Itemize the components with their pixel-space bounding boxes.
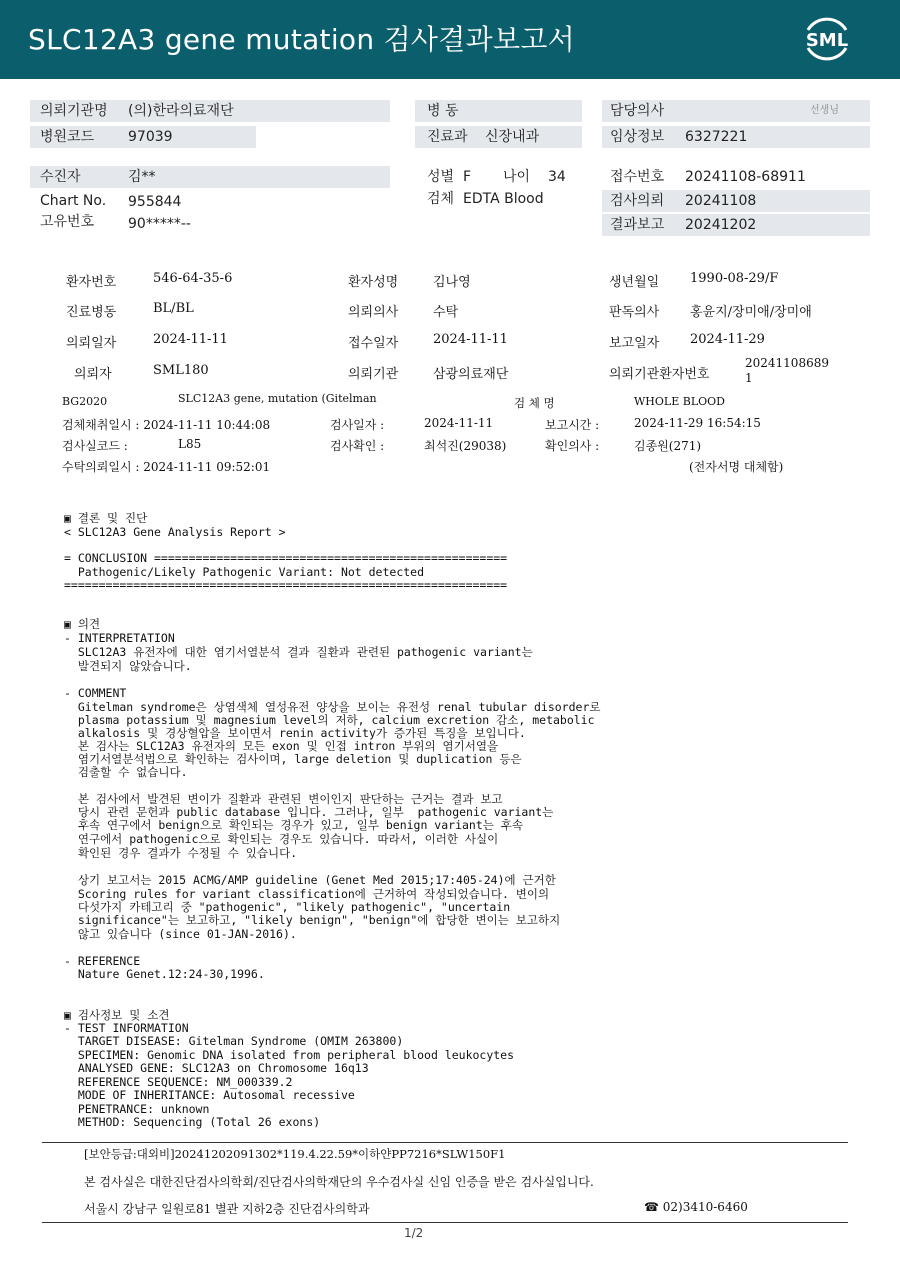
e-signature-note: (전자서명 대체함) (689, 460, 784, 474)
scan-label: 생년월일 (609, 275, 660, 290)
testinfo-line: PENETRANCE: unknown (64, 1102, 210, 1116)
scan-label: 환자번호 (66, 275, 117, 290)
lab-code-label: 검사실코드 : (62, 439, 128, 453)
scan-value: 삼광의료재단 (433, 367, 509, 382)
address-line: 서울시 강남구 일원로81 별관 지하2층 진단검사의학과 (84, 1202, 370, 1216)
sex-value: F (463, 169, 472, 185)
interpretation-line: SLC12A3 유전자에 대한 염기서열분석 결과 질환과 관련된 pathogenic variant는 (64, 645, 533, 659)
report-title: SLC12A3 gene mutation 검사결과보고서 (28, 23, 576, 56)
testinfo-line: ANALYSED GENE: SLC12A3 on Chromosome 16q13 (64, 1061, 369, 1075)
scan-label: 판독의사 (609, 305, 660, 320)
scan-value: 1990-08-29/F (690, 271, 779, 286)
scan-label: 보고일자 (609, 336, 660, 351)
footer-top-rule (42, 1142, 848, 1143)
doctor-confirm-value: 김종원(271) (634, 439, 702, 453)
scan-label: 의뢰기관 (348, 367, 399, 382)
doctor-row (602, 100, 870, 122)
req-org-label: 의뢰기관명 (40, 103, 108, 119)
req-date-row (602, 190, 870, 212)
scan-value: 20241108689 (745, 356, 829, 370)
test-name: SLC12A3 gene, mutation (Gitelman (178, 392, 377, 405)
scan-label: 의뢰자 (74, 367, 112, 382)
age-label: 나이 (503, 169, 531, 185)
section-title-conclusion: ▣ 결론 및 진단 (64, 511, 148, 525)
comment-line: 당시 관련 문헌과 public database 입니다. 그러나, 일부 pathogenic variant는 (64, 805, 554, 819)
confirm-label: 검사확인 : (330, 439, 385, 453)
testinfo-line: MODE OF INHERITANCE: Autosomal recessive (64, 1088, 355, 1102)
scan-value: 2024-11-11 (433, 332, 508, 347)
patient-value: 김** (128, 169, 156, 185)
clinical-label: 임상정보 (610, 129, 665, 145)
hosp-code-label: 병원코드 (40, 129, 95, 145)
sml-logo (800, 12, 854, 66)
report-time-value: 2024-11-29 16:54:15 (634, 416, 761, 430)
comment-line: 않고 있습니다 (since 01-JAN-2016). (64, 927, 297, 941)
phone-line: ☎ 02)3410-6460 (644, 1200, 748, 1214)
doctor-label: 담당의사 (610, 103, 665, 119)
scan-value: BL/BL (153, 301, 194, 316)
testinfo-line: METHOD: Sequencing (Total 26 exons) (64, 1115, 321, 1129)
comment-line: 검출할 수 없습니다. (64, 765, 188, 779)
conclusion-text: Pathogenic/Likely Pathogenic Variant: Not detected (64, 565, 425, 579)
uid-value: 90*****-- (128, 216, 191, 232)
hosp-code-value: 97039 (128, 129, 173, 145)
scan-label: 환자성명 (348, 275, 399, 290)
scan-label: 접수일자 (348, 336, 399, 351)
test-date-value: 2024-11-11 (424, 416, 494, 430)
scan-value: SML180 (153, 363, 209, 378)
comment-line: 확인된 경우 결과가 수정될 수 있습니다. (64, 846, 298, 860)
interpretation-heading: - INTERPRETATION (64, 631, 175, 645)
doctor-confirm-label: 확인의사 : (545, 439, 600, 453)
conclusion-rule: = CONCLUSION =================================================== (64, 551, 508, 565)
lab-code-value: L85 (178, 437, 202, 451)
patient-row (30, 166, 390, 188)
chart-value: 955844 (128, 194, 182, 210)
testinfo-line: REFERENCE SEQUENCE: NM_000339.2 (64, 1075, 293, 1089)
comment-line: 상기 보고서는 2015 ACMG/AMP guideline (Genet Med 2015;17:405-24)에 근거한 (64, 873, 556, 887)
report-subtitle: < SLC12A3 Gene Analysis Report > (64, 525, 286, 539)
comment-line: Scoring rules for variant classification에 근거하여 작성되었습니다. 변이의 (64, 887, 550, 901)
certification-line: 본 검사실은 대한진단검사의학회/진단검사의학재단의 우수검사실 신임 인증을 받은 검사실입니다. (84, 1175, 594, 1189)
req-date-label: 검사의뢰 (610, 193, 665, 209)
comment-heading: - COMMENT (64, 686, 127, 700)
comment-line: plasma potassium 및 magnesium level의 저하, calcium excretion 감소, metabolic (64, 713, 595, 727)
spec-label: 검 체 명 (514, 396, 555, 410)
spec-value: WHOLE BLOOD (634, 395, 725, 408)
confirm-value: 최석진(29038) (424, 439, 507, 453)
scan-label: 의뢰의사 (348, 305, 399, 320)
doctor-suffix: 선생님 (810, 105, 839, 116)
specimen-value: EDTA Blood (463, 191, 544, 207)
scan-label: 진료병동 (66, 305, 117, 320)
report-date-row (602, 214, 870, 236)
specimen-label: 검체 (427, 191, 455, 207)
interpretation-line: 발견되지 않았습니다. (64, 659, 192, 673)
test-date-label: 검사일자 : (330, 418, 385, 432)
page-number: 1/2 (404, 1226, 424, 1240)
receipt-label: 접수번호 (610, 169, 665, 185)
report-time-label: 보고시간 : (545, 418, 600, 432)
clinical-value: 6327221 (685, 129, 748, 145)
scan-value: 2024-11-11 (153, 332, 228, 347)
req-org-row (30, 100, 390, 122)
collect-datetime: 검체채취일시 : 2024-11-11 10:44:08 (62, 418, 271, 432)
chart-label: Chart No. (40, 193, 107, 209)
comment-line: significance"는 보고하고, "likely benign", "benign"에 합당한 변이는 보고하지 (64, 913, 561, 927)
section-title-testinfo: ▣ 검사정보 및 소견 (64, 1008, 170, 1022)
testinfo-line: TARGET DISEASE: Gitelman Syndrome (OMIM 263800) (64, 1034, 404, 1048)
scan-value: 수탁 (433, 305, 459, 320)
ward-label: 병 동 (427, 103, 459, 119)
report-date-label: 결과보고 (610, 217, 665, 233)
receipt-value: 20241108-68911 (685, 169, 806, 185)
comment-line: 본 검사에서 발견된 변이가 질환과 관련된 변이인지 판단하는 근거는 결과 보고 (64, 792, 503, 806)
testinfo-line: SPECIMEN: Genomic DNA isolated from peripheral blood leukocytes (64, 1048, 515, 1062)
test-code: BG2020 (62, 395, 108, 408)
comment-line: alkalosis 및 경상혈압을 보이면서 renin activity가 증가된 특징을 보입니다. (64, 726, 526, 740)
age-value: 34 (548, 169, 566, 185)
sex-label: 성별 (427, 169, 455, 185)
conclusion-end-rule: ================================================================ (64, 578, 508, 592)
req-date-value: 20241108 (685, 193, 757, 209)
req-org-value: (의)한라의료재단 (128, 103, 234, 119)
dept-row (415, 126, 582, 148)
ward-row (415, 100, 582, 122)
comment-line: 다섯가지 카테고리 중 "pathogenic", "likely pathogenic", "uncertain (64, 900, 511, 914)
scan-value: 2024-11-29 (690, 332, 765, 347)
reference-line: Nature Genet.12:24-30,1996. (64, 967, 265, 981)
reference-heading: - REFERENCE (64, 954, 141, 968)
report-date-value: 20241202 (685, 217, 757, 233)
scan-value: 김나영 (433, 275, 471, 290)
section-title-opinion: ▣ 의견 (64, 617, 101, 631)
page-header (0, 0, 900, 79)
comment-line: 후속 연구에서 benign으로 확인되는 경우가 있고, 일부 benign variant는 후속 (64, 818, 524, 832)
patient-label: 수진자 (40, 169, 81, 185)
hosp-code-row (30, 126, 256, 148)
scan-value: 1 (745, 371, 753, 385)
clinical-row (602, 126, 870, 148)
comment-line: 염기서열분석법으로 확인하는 검사이며, large deletion 및 duplication 등은 (64, 752, 522, 766)
testinfo-heading: - TEST INFORMATION (64, 1021, 189, 1035)
footer-bottom-rule (42, 1222, 848, 1223)
comment-line: 연구에서 pathogenic으로 확인되는 경우도 있습니다. 따라서, 이러한 사실이 (64, 832, 499, 846)
logo-text: SML (805, 30, 849, 51)
dept-value: 신장내과 (485, 129, 540, 145)
scan-label: 의뢰일자 (66, 336, 117, 351)
comment-line: 본 검사는 SLC12A3 유전자의 모든 exon 및 인접 intron 부위의 염기서열을 (64, 739, 499, 753)
scan-value: 홍윤지/장미애/장미애 (690, 305, 812, 320)
consign-datetime: 수탁의뢰일시 : 2024-11-11 09:52:01 (62, 460, 271, 474)
comment-line: Gitelman syndrome은 상염색체 열성유전 양상을 보이는 유전성 renal tubular disorder로 (64, 700, 601, 714)
uid-label: 고유번호 (40, 214, 95, 230)
dept-label: 진료과 (427, 129, 468, 145)
security-line: [보안등급:대외비]20241202091302*119.4.22.59*이하얀PP7216*SLW150F1 (84, 1147, 506, 1161)
scan-label: 의뢰기관환자번호 (609, 367, 710, 382)
scan-value: 546-64-35-6 (153, 271, 233, 286)
